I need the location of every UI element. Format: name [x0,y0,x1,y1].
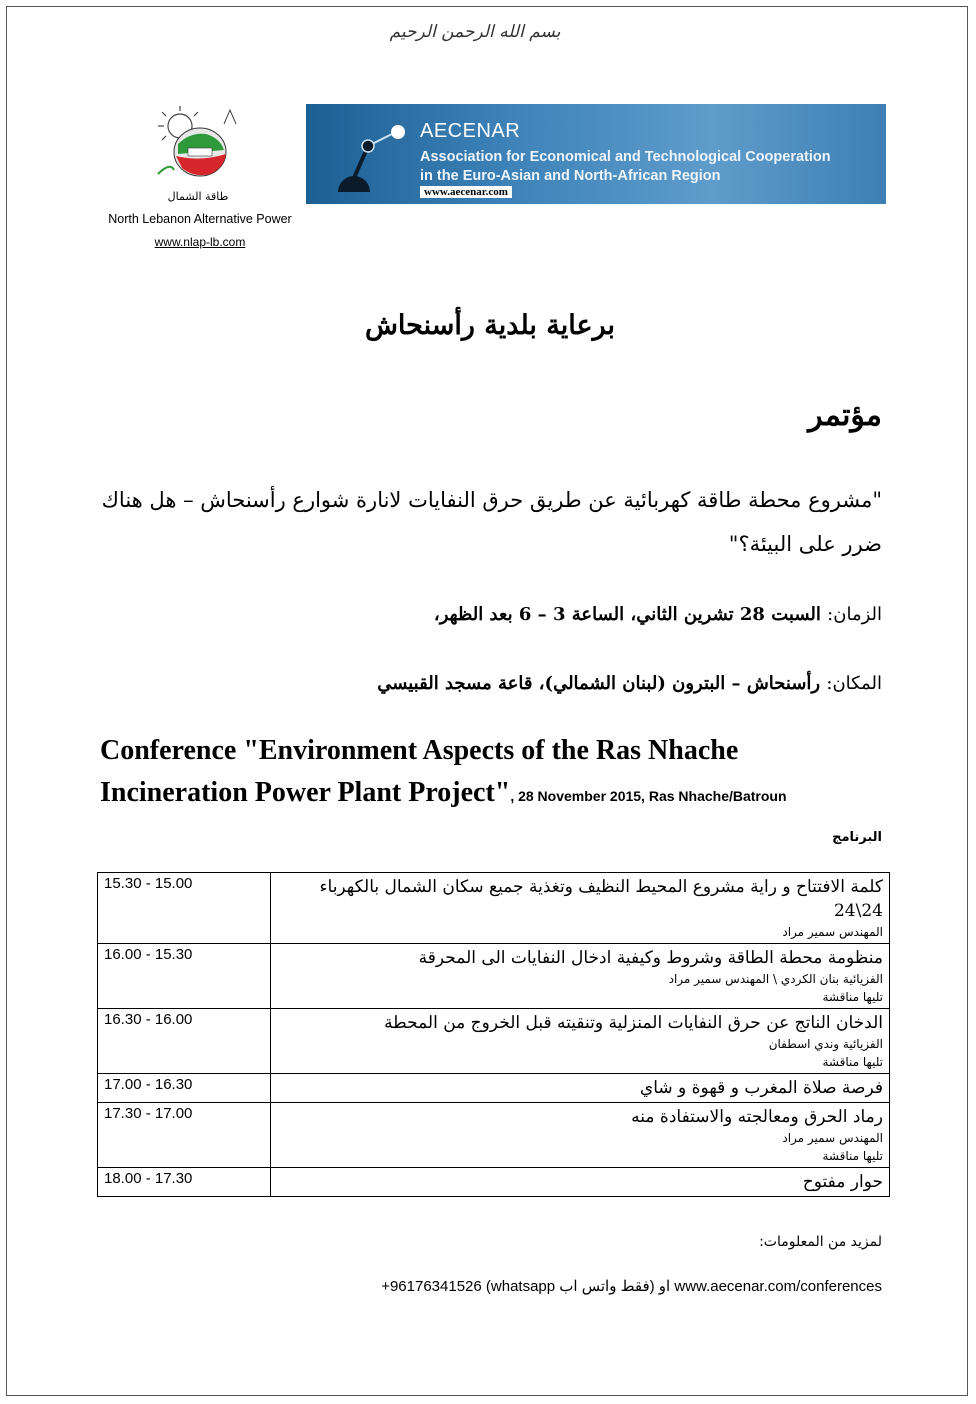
agenda-topic: كلمة الافتتاح و راية مشروع المحيط النظيف وتغذية جميع سكان الشمال بالكهرباء 24\24 [319,877,883,921]
agenda-time: 18.00 - 17.30 [98,1168,271,1197]
agenda-topic-cell [271,944,890,1009]
agenda-speaker: الفزيائية وندي اسطفان [768,1037,883,1051]
agenda-topic: فرصة صلاة المغرب و قهوة و شاي [639,1078,883,1098]
english-title [100,730,890,817]
agenda-speaker: تليها مناقشة [822,990,883,1004]
table-row [98,873,890,944]
agenda-topic: الدخان الناتج عن حرق النفايات المنزلية وتنقيته قبل الخروج من المحطة [384,1013,883,1033]
aecenar-subtitle: Association for Economical and Technological Cooperation in the Euro-Asian and North-African Region [420,149,831,184]
agenda-table [97,872,890,1197]
agenda-topic-cell [271,1168,890,1197]
sun-earth-logo-icon [150,104,242,186]
sponsor-heading: برعاية بلدية رأسنحاش [364,310,616,341]
english-title-line2: Incineration Power Plant Project" [100,777,511,808]
more-info-label: لمزيد من المعلومات: [759,1234,882,1250]
agenda-topic-cell [271,1009,890,1074]
aecenar-title: AECENAR [420,120,521,142]
place-value: رأسنحاش – البترون (لبنان الشمالي)، قاعة مسجد القبيسي [377,673,821,694]
time-info [96,604,882,625]
table-row [98,1168,890,1197]
time-label: الزمان: [827,604,882,625]
agenda-topic-cell [271,873,890,944]
agenda-speaker: المهندس سمير مراد [782,1131,883,1145]
arabic-title-line2: ضرر على البيئة؟" [728,532,882,556]
contact-line[interactable]: +96176341526 (whatsapp فقط واتس اب) او www.aecenar.com/conferences [381,1278,882,1295]
english-title-line1: Conference "Environment Aspects of the Ras Nhache [100,735,739,766]
nlap-url-link[interactable]: www.nlap-lb.com [154,235,246,249]
basmala: بسم الله الرحمن الرحيم [389,22,561,42]
agenda-topic-cell [271,1103,890,1168]
aecenar-url-link[interactable]: www.aecenar.com [420,186,512,198]
program-label: البرنامج [832,830,882,845]
agenda-speaker: تليها مناقشة [822,1055,883,1069]
agenda-time: 17.30 - 17.00 [98,1103,271,1168]
agenda-time: 15.30 - 15.00 [98,873,271,944]
nlap-name: North Lebanon Alternative Power [108,212,292,226]
agenda-topic: رماد الحرق ومعالجته والاستفادة منه [631,1107,883,1127]
agenda-topic-cell [271,1074,890,1103]
place-label: المكان: [826,673,882,694]
table-row [98,1074,890,1103]
table-row [98,1009,890,1074]
english-title-suffix: , 28 November 2015, Ras Nhache/Batroun [510,788,787,804]
table-row [98,944,890,1009]
desk-lamp-icon [332,118,412,192]
agenda-topic: منظومة محطة الطاقة وشروط وكيفية ادخال النفايات الى المحرقة [418,948,883,968]
arabic-title-line1: "مشروع محطة طاقة كهربائية عن طريق حرق النفايات لانارة شوارع رأسنحاش – هل هناك [101,488,882,512]
agenda-time: 16.30 - 16.00 [98,1009,271,1074]
time-value: السبت 28 تشرين الثاني، الساعة 3 – 6 بعد الظهر، [433,604,821,625]
aecenar-banner [306,104,886,204]
agenda-speaker: المهندس سمير مراد [782,925,883,939]
conference-label: مؤتمر [808,398,882,433]
agenda-topic: حوار مفتوح [802,1172,883,1192]
nlap-arabic-name: طاقة الشمال [167,190,229,203]
place-info [96,673,882,694]
agenda-speaker: الفزيائية بنان الكردي \ المهندس سمير مراد [668,972,883,986]
agenda-time: 17.00 - 16.30 [98,1074,271,1103]
agenda-speaker: تليها مناقشة [822,1149,883,1163]
agenda-time: 16.00 - 15.30 [98,944,271,1009]
table-row [98,1103,890,1168]
